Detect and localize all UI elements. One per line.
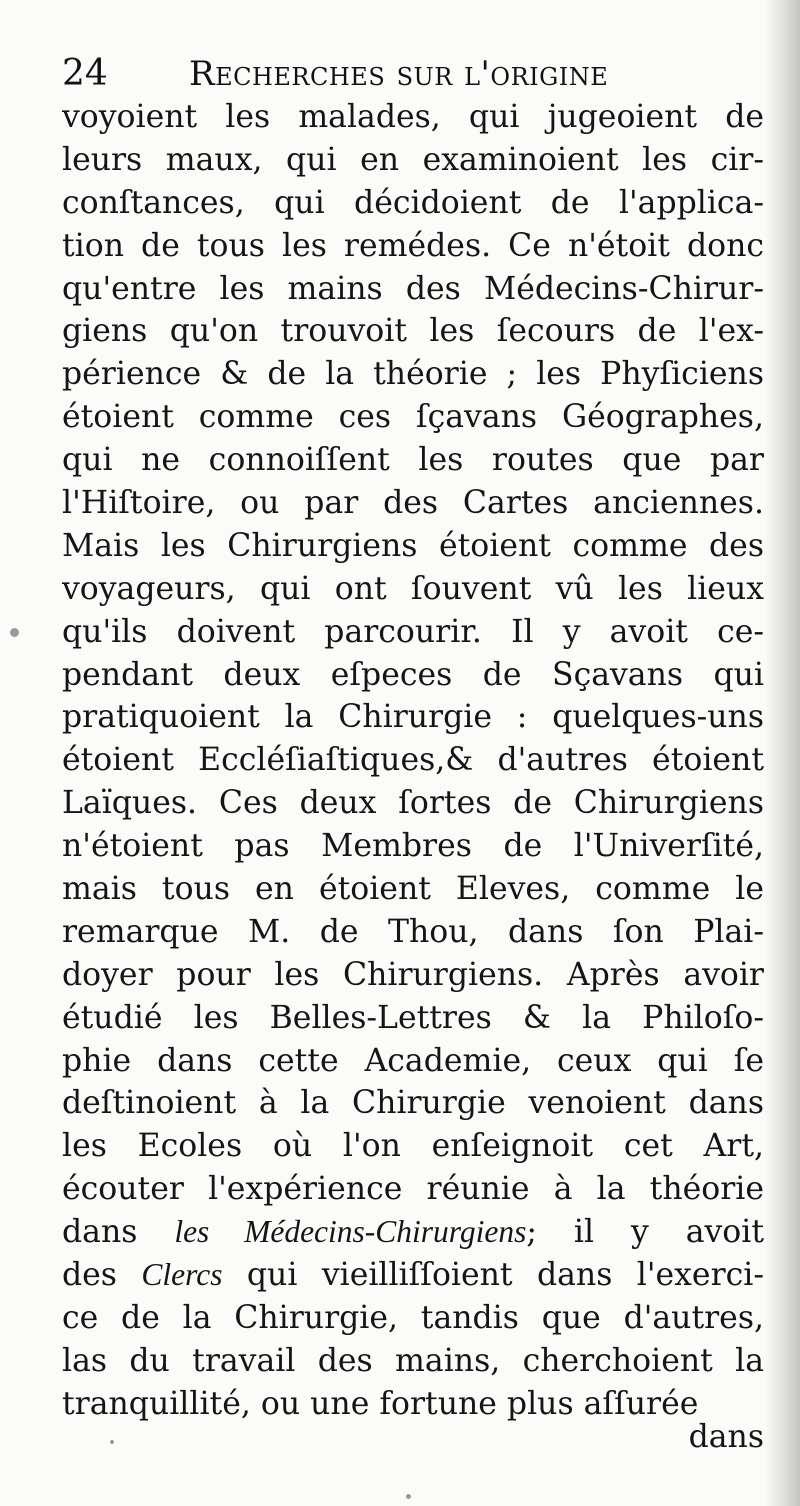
text-line	[62, 225, 764, 268]
text-line	[62, 1297, 764, 1340]
text-run: écouter l'expérience réunie à la théorie	[62, 1171, 764, 1208]
text-run: giens qu'on trouvoit les ſecours de l'ex-	[62, 313, 764, 350]
text-run: qui vieilliſſoient dans l'exerci-	[222, 1257, 764, 1294]
text-line	[62, 611, 764, 654]
text-run: phie dans cette Academie, ceux qui ſe	[62, 1042, 764, 1079]
text-run: qui ne connoiſſent les routes que par	[62, 442, 764, 479]
text-line	[62, 96, 764, 139]
text-run: les Ecoles où l'on enſeignoit cet Art,	[62, 1128, 764, 1165]
text-line	[62, 868, 764, 911]
text-line	[62, 439, 764, 482]
text-line	[62, 911, 764, 954]
text-run: mais tous en étoient Eleves, comme le	[62, 871, 764, 908]
paper-speck	[406, 1494, 411, 1499]
text-line	[62, 1211, 764, 1254]
page-edge-shadow	[764, 0, 800, 1506]
text-line	[62, 482, 764, 525]
text-run: tion de tous les remédes. Ce n'étoit donc	[62, 227, 764, 264]
page-header	[62, 48, 762, 98]
text-line	[62, 1254, 764, 1297]
text-line	[62, 825, 764, 868]
text-line	[62, 396, 764, 439]
text-line	[62, 1125, 764, 1168]
catchword: dans	[688, 1419, 764, 1455]
text-run: pendant deux eſpeces de Sçavans qui	[62, 656, 764, 693]
paper-speck	[10, 628, 19, 637]
text-run: étoient Eccléſiaſtiques,& d'autres étoient	[62, 742, 764, 779]
text-run: dans	[62, 1214, 175, 1251]
text-run: tranquillité, ou une fortune plus aſſurée	[62, 1385, 699, 1422]
text-run: étudié les Belles-Lettres & la Philoſo-	[62, 999, 764, 1036]
text-run: las du travail des mains, cherchoient la	[62, 1342, 764, 1379]
body-text	[62, 96, 764, 1426]
text-run: voyoient les malades, qui jugeoient de	[62, 99, 764, 135]
text-line	[62, 1082, 764, 1125]
text-line	[62, 568, 764, 611]
text-line	[62, 1168, 764, 1211]
text-run: remarque M. de Thou, dans ſon Plai-	[62, 913, 764, 950]
text-line	[62, 1340, 764, 1383]
text-line	[62, 268, 764, 311]
text-line	[62, 182, 764, 225]
text-line	[62, 525, 764, 568]
paper-speck	[110, 1440, 114, 1444]
text-line	[62, 997, 764, 1040]
text-run: étoient comme ces ſçavans Géographes,	[62, 399, 764, 436]
text-run: n'étoient pas Membres de l'Univerſité,	[62, 828, 764, 865]
running-head: Recherches sur l'origine	[189, 54, 609, 94]
text-run: Mais les Chirurgiens étoient comme des	[62, 527, 764, 564]
text-line	[62, 139, 764, 182]
page-number: 24	[62, 53, 108, 94]
text-run: voyageurs, qui ont ſouvent vû les lieux	[62, 570, 764, 607]
text-line	[62, 310, 764, 353]
text-line	[62, 739, 764, 782]
text-run: conſtances, qui décidoient de l'applica-	[62, 184, 764, 221]
text-line	[62, 1040, 764, 1083]
text-run: deſtinoient à la Chirurgie venoient dans	[62, 1085, 764, 1122]
text-run: ce de la Chirurgie, tandis que d'autres,	[62, 1299, 764, 1336]
text-run: ; il y avoit	[526, 1214, 764, 1251]
text-run: qu'entre les mains des Médecins-Chirur-	[62, 270, 764, 307]
text-line	[62, 353, 764, 396]
text-run: l'Hiſtoire, ou par des Cartes anciennes.	[62, 485, 764, 522]
text-line	[62, 782, 764, 825]
text-line	[62, 696, 764, 739]
text-run: pratiquoient la Chirurgie : quelques-uns	[62, 699, 764, 736]
text-line	[62, 654, 764, 697]
text-run: périence & de la théorie ; les Phyſiciens	[62, 356, 764, 393]
text-line	[62, 954, 764, 997]
text-run: doyer pour les Chirurgiens. Après avoir	[62, 956, 764, 993]
italic-run: Clercs	[141, 1257, 223, 1293]
text-run: des	[62, 1257, 142, 1294]
text-run: Laïques. Ces deux ſortes de Chirurgiens	[62, 785, 764, 822]
text-run: qu'ils doivent parcourir. Il y avoit ce-	[62, 613, 764, 650]
text-run: leurs maux, qui en examinoient les cir-	[62, 141, 764, 178]
italic-run: les Médecins-Chirurgiens	[174, 1214, 527, 1250]
